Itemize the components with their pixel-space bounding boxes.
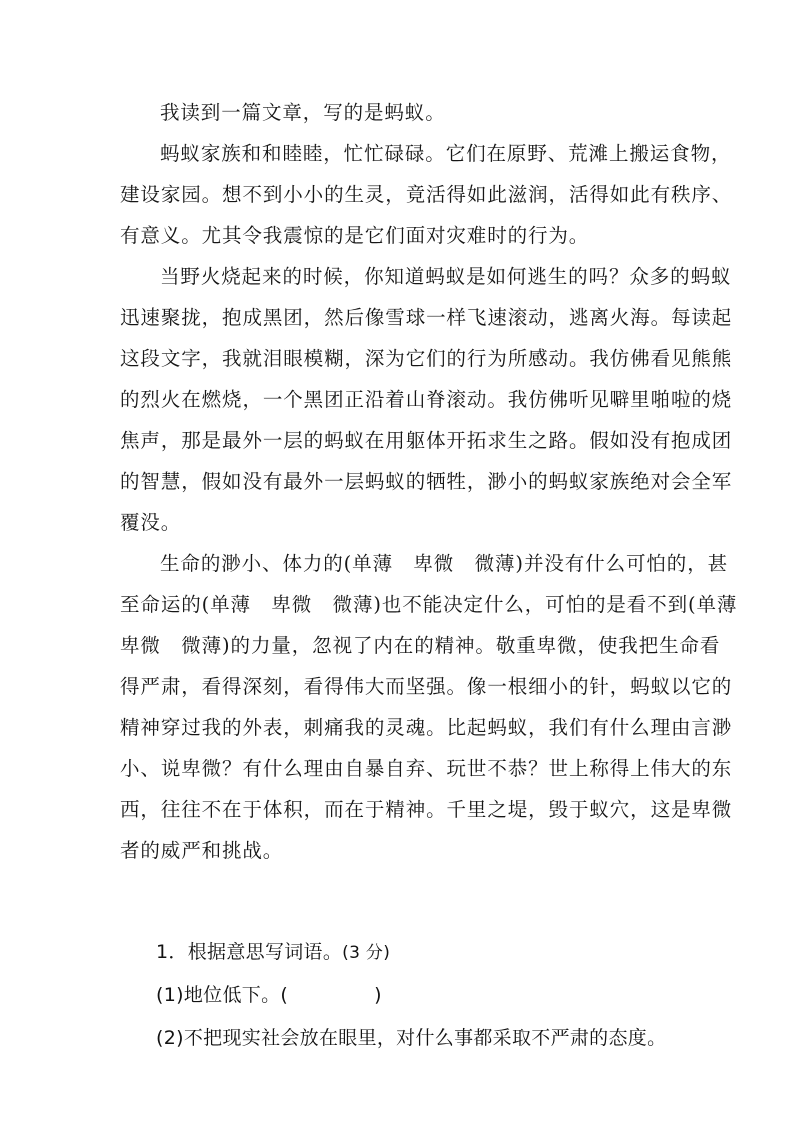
question-1-item-1-close-paren: ) [374,984,382,1006]
passage-line: 西 ， 往 往 不 在 于 体 积 ， 而 在 于 精 神 。 千 里 之 堤 ， 毁 于 蚁 穴 ， 这 是 卑 微 [120,798,733,821]
question-1-item-2-text: 不把现实社会放在眼里，对什么事都采取不严肃的态度。 [183,1027,667,1049]
passage-paragraph [120,543,738,871]
passage-line: 建 设 家 园 。 想 不 到 小 小 的 生 灵 ， 竟 活 得 如 此 滋 润 ， 活 得 如 此 有 秩 序 、 [120,183,733,206]
question-1-item-1-label: (1) [156,984,184,1006]
passage-line: 焦 声 ， 那 是 最 外 一 层 的 蚂 蚁 在 用 躯 体 开 拓 求 生 之 路 。 假 如 没 有 抱 成 团 [120,429,733,452]
passage-line: 小 、 说 卑 微 ？ 有 什 么 理 由 自 暴 自 弃 、 玩 世 不 恭 ？ 世 上 称 得 上 伟 大 的 东 [120,757,733,780]
question-1-prompt: 根据意思写词语。 [187,941,343,963]
passage-line: 蚂 蚁 家 族 和 和 睦 睦 ， 忙 忙 碌 碌 。 它 们 在 原 野 、 荒 滩 上 搬 运 食 物 ， [160,142,732,165]
passage-line: 者的威严和挑战。 [120,839,284,862]
passage-line: 这 段 文 字 ， 我 就 泪 眼 模 糊 ， 深 为 它 们 的 行 为 所 感 动 。 我 仿 佛 看 见 熊 熊 [120,347,733,370]
question-1-item-1-text: 地位低下。( [183,984,289,1006]
passage-line: 生 命 的 渺 小 、 体 力 的 ( 单 薄 卑 微 微 薄 ) 并 没 有 什 么 可 怕 的 ， 甚 [160,552,728,575]
passage-line: 当 野 火 烧 起 来 的 时 候 ， 你 知 道 蚂 蚁 是 如 何 逃 生 的 吗 ？ 众 多 的 蚂 蚁 [160,265,732,288]
passage-line: 精 神 穿 过 我 的 外 表 ， 刺 痛 我 的 灵 魂 。 比 起 蚂 蚁 ， 我 们 有 什 么 理 由 言 渺 [120,716,733,739]
passage-line: 卑 微 微 薄 ) 的 力 量 ， 忽 视 了 内 在 的 精 神 。 敬 重 卑 微 ， 使 我 把 生 命 看 [120,634,721,657]
passage-line: 的 智 慧 ， 假 如 没 有 最 外 一 层 蚂 蚁 的 牺 牲 ， 渺 小 的 蚂 蚁 家 族 绝 对 会 全 军 [120,470,733,493]
passage-paragraph [120,256,733,543]
passage-line: 得 严 肃 ， 看 得 深 刻 ， 看 得 伟 大 而 坚 强 。 像 一 根 细 小 的 针 ， 蚂 蚁 以 它 的 [120,675,733,698]
question-1-item-2-label: (2) [156,1027,184,1049]
passage-line: 至 命 运 的 ( 单 薄 卑 微 微 薄 ) 也 不 能 决 定 什 么 ， 可 怕 的 是 看 不 到 ( 单 薄 [120,593,738,616]
passage-paragraph [120,92,676,133]
passage-line: 迅 速 聚 拢 ， 抱 成 黑 团 ， 然 后 像 雪 球 一 样 飞 速 滚 动 ， 逃 离 火 海 。 每 读 起 [120,306,733,329]
passage-line: 我读到一篇文章，写的是蚂蚁。 [160,101,446,124]
passage-line: 的 烈 火 在 燃 烧 ， 一 个 黑 团 正 沿 着 山 脊 滚 动 。 我 仿 佛 听 见 噼 里 啪 啦 的 烧 [120,388,733,411]
reading-passage [120,92,738,871]
question-1-heading [118,888,688,963]
question-1-score: (3 分) [342,943,391,963]
question-1-number: 1． [156,941,188,963]
passage-paragraph [120,133,733,256]
passage-line: 有意义。尤其令我震惊的是它们面对灾难时的行为。 [120,224,590,247]
question-section [118,888,688,1049]
passage-line: 覆没。 [120,511,182,534]
